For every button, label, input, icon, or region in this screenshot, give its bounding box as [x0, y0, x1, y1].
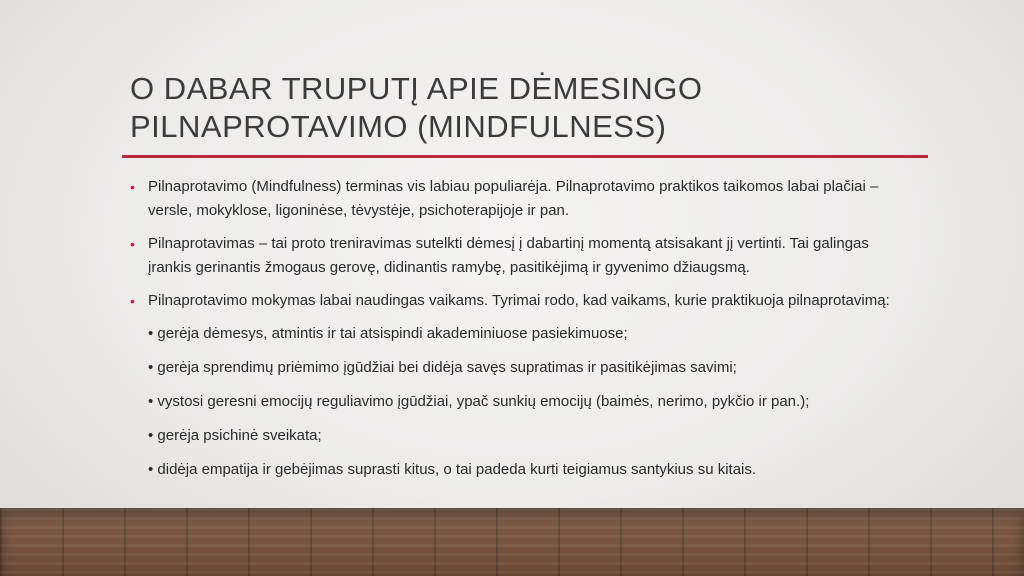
sub-item: • gerėja dėmesys, atmintis ir tai atsispindi akademiniuose pasiekimuose;: [148, 325, 628, 342]
bullet-item: [130, 175, 900, 223]
title-divider: [122, 155, 928, 158]
bullet-item: [130, 289, 900, 313]
wood-floor-background: [0, 508, 1024, 576]
slide-body: [130, 175, 900, 492]
bullet-dot-icon: •: [130, 179, 135, 195]
title-line-1: O DABAR TRUPUTĮ APIE DĖMESINGO: [130, 71, 703, 106]
bullet-dot-icon: •: [130, 236, 135, 252]
sub-item: • gerėja psichinė sveikata;: [148, 427, 322, 444]
bullet-item: [130, 232, 900, 280]
title-line-2: PILNAPROTAVIMO (MINDFULNESS): [130, 109, 667, 144]
sub-item: • vystosi geresni emocijų reguliavimo įgūdžiai, ypač sunkių emocijų (baimės, nerimo, pykčio ir pan.);: [148, 393, 810, 410]
sub-item: • didėja empatija ir gebėjimas suprasti kitus, o tai padeda kurti teigiamus santykius su kitais.: [148, 461, 757, 478]
bullet-text: Pilnaprotavimo (Mindfulness) terminas vis labiau populiarėja. Pilnaprotavimo praktikos taikomos labai plačiai – versle, mokyklose, ligoninėse, tėvystėje, psichoterapijoje ir pan.: [148, 178, 879, 219]
bullet-dot-icon: •: [130, 293, 135, 309]
bullet-text: Pilnaprotavimo mokymas labai naudingas vaikams. Tyrimai rodo, kad vaikams, kurie praktikuoja pilnaprotavimą:: [148, 292, 890, 309]
bullet-text: Pilnaprotavimas – tai proto treniravimas sutelkti dėmesį į dabartinį momentą atsisakant jį vertinti. Tai galingas įrankis gerinantis žmogaus gerovę, didinantis ramybę, pasitikėjimą ir gyvenimo džiaugsmą.: [148, 235, 869, 276]
sub-item: • gerėja sprendimų priėmimo įgūdžiai bei didėja savęs supratimas ir pasitikėjimas savimi;: [148, 359, 737, 376]
slide-title: [130, 70, 930, 146]
